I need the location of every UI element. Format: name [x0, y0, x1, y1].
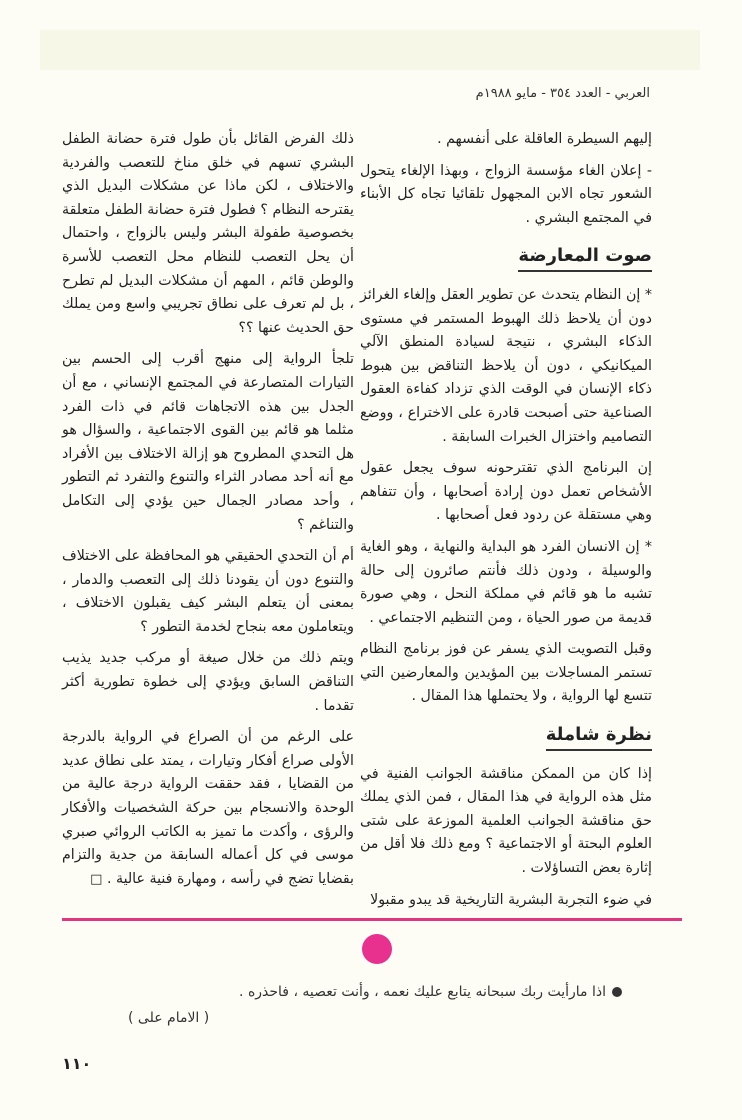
quote-attribution: ( الامام على ): [128, 1010, 210, 1026]
paragraph: في ضوء التجربة البشرية التاريخية قد يبدو مقبولا: [370, 891, 652, 908]
paragraph: [62, 726, 354, 891]
section-heading-overview: نظرة شاملة: [546, 723, 652, 751]
paragraph: تلجأ الرواية إلى منهج أقرب إلى الحسم بين التيارات المتصارعة في المجتمع الإنساني ، مع أن الجدل بين هذه الاتجاهات قائم في ذات الفرد مثلما هو قائم بين القوى الاجتماعية ، والسؤال هو هل التحدي المطروح هو إزالة الاختلاف بين الأفراد مع أنه أحد مصادر الثراء والتنوع والتفرد ثم التطور ، وأحد مصادر الجمال حين يؤدي إلى التكامل والتناغم ؟: [62, 351, 354, 533]
paragraph: إن البرنامج الذي تقترحونه سوف يجعل عقول الأشخاص تعمل دون إرادة أصحابها ، وأن تتفاهم وهي مستقلة عن ردود فعل أصحابها .: [360, 460, 652, 524]
divider-rule: [62, 918, 682, 921]
paragraph: ذلك الفرض القائل بأن طول فترة حضانة الطفل البشري تسهم في خلق مناخ للتعصب والفردية والاختلاف ، لكن ماذا عن مشكلات البديل الذي يقترحه النظام ؟ فطول فترة حضانة الطفل متعلقة بخصوصية طفولة البشر وليس بالزواج ، واحتمال أن يحل التعصب للنظام محل التعصب للأسرة والوطن قائم ، المهم أن مشكلات البديل لم تطرح ، بل لم تعرف على نطاق تجريبي واسع ومن يملك حق الحديث عنها ؟؟: [62, 131, 354, 336]
paragraph-text: على الرغم من أن الصراع في الرواية بالدرجة الأولى صراع أفكار وتيارات ، يمتد على نطاق عديد من القضايا ، فقد حققت الرواية درجة عالية من الوحدة والانسجام بين حركة الشخصيات والأفكار والرؤى ، وأكدت ما تميز به الكاتب الروائي صبري موسى في كل أعماله السابقة من جدية والتزام بقضايا تضج في رأسه ، ومهارة فنية عالية .: [62, 729, 354, 887]
paragraph: - إعلان الغاء مؤسسة الزواج ، وبهذا الإلغاء يتحول الشعور تجاه الابن المجهول تلقائيا تجاه كل الأبناء في المجتمع البشري .: [360, 162, 652, 226]
paragraph: إذا كان من الممكن مناقشة الجوانب الفنية في مثل هذه الرواية في هذا المقال ، فمن الذي يملك حق مناقشة الجوانب العلمية الموزعة على شتى العلوم البحتة أو الاجتماعية ؟ ومع ذلك فلا أقل من إثارة بعض التساؤلات .: [360, 765, 652, 877]
paragraph: أم أن التحدي الحقيقي هو المحافظة على الاختلاف والتنوع دون أن يقودنا ذلك إلى التعصب والدمار ، بمعنى أن يتعلم البشر كيف يقبلون الاختلاف ، ويتعاملون معه بنجاح لخدمة التطور ؟: [62, 548, 354, 635]
paragraph: * إن الانسان الفرد هو البداية والنهاية ، وهو الغاية والوسيلة ، ودون ذلك فأنتم صائرون إلى حالة تشبه ما هو قائم في مملكة النحل ، وهي صورة قديمة من صور الحياة ، ومن التنظيم الاجتماعي .: [360, 538, 652, 626]
paragraph: وقبل التصويت الذي يسفر عن فوز برنامج النظام تستمر المساجلات بين المؤيدين والمعارضين التي تتسع لها الرواية ، ولا يحتملها هذا المقال .: [360, 641, 652, 705]
right-column: [360, 128, 652, 920]
header-tint: [40, 30, 700, 70]
left-column: [62, 128, 354, 899]
paragraph: * إن النظام يتحدث عن تطوير العقل وإلغاء الغرائز دون أن يلاحظ ذلك الهبوط المستمر في مستوى الذكاء البشري ، نتيجة لسيادة المنطق الآلي الميكانيكي ، دون أن يلاحظ التناقض بين هبوط ذكاء الإنسان في الوقت الذي تزداد كفاءة العقول الصناعية حتى أصبحت قادرة على الاختراع ، ووضع التصاميم واختزال الخبرات السابقة .: [360, 286, 652, 445]
running-head: العربي - العدد ٣٥٤ - مايو ١٩٨٨م: [475, 86, 650, 101]
footer-quote: [239, 984, 622, 1000]
paragraph: ويتم ذلك من خلال صيغة أو مركب جديد يذيب التناقض السابق ويؤدي إلى خطوة تطورية أكثر تقدما .: [62, 650, 354, 714]
end-mark: □: [90, 871, 103, 887]
ornament-dot: [362, 934, 392, 964]
bullet-icon: [612, 987, 622, 997]
section-heading-opposition: صوت المعارضة: [518, 244, 652, 272]
quote-text: اذا مارأيت ربك سبحانه يتابع عليك نعمه ، وأنت تعصيه ، فاحذره .: [239, 984, 606, 1000]
paragraph: إليهم السيطرة العاقلة على أنفسهم .: [437, 131, 652, 147]
page-number: ١١٠: [62, 1054, 92, 1073]
